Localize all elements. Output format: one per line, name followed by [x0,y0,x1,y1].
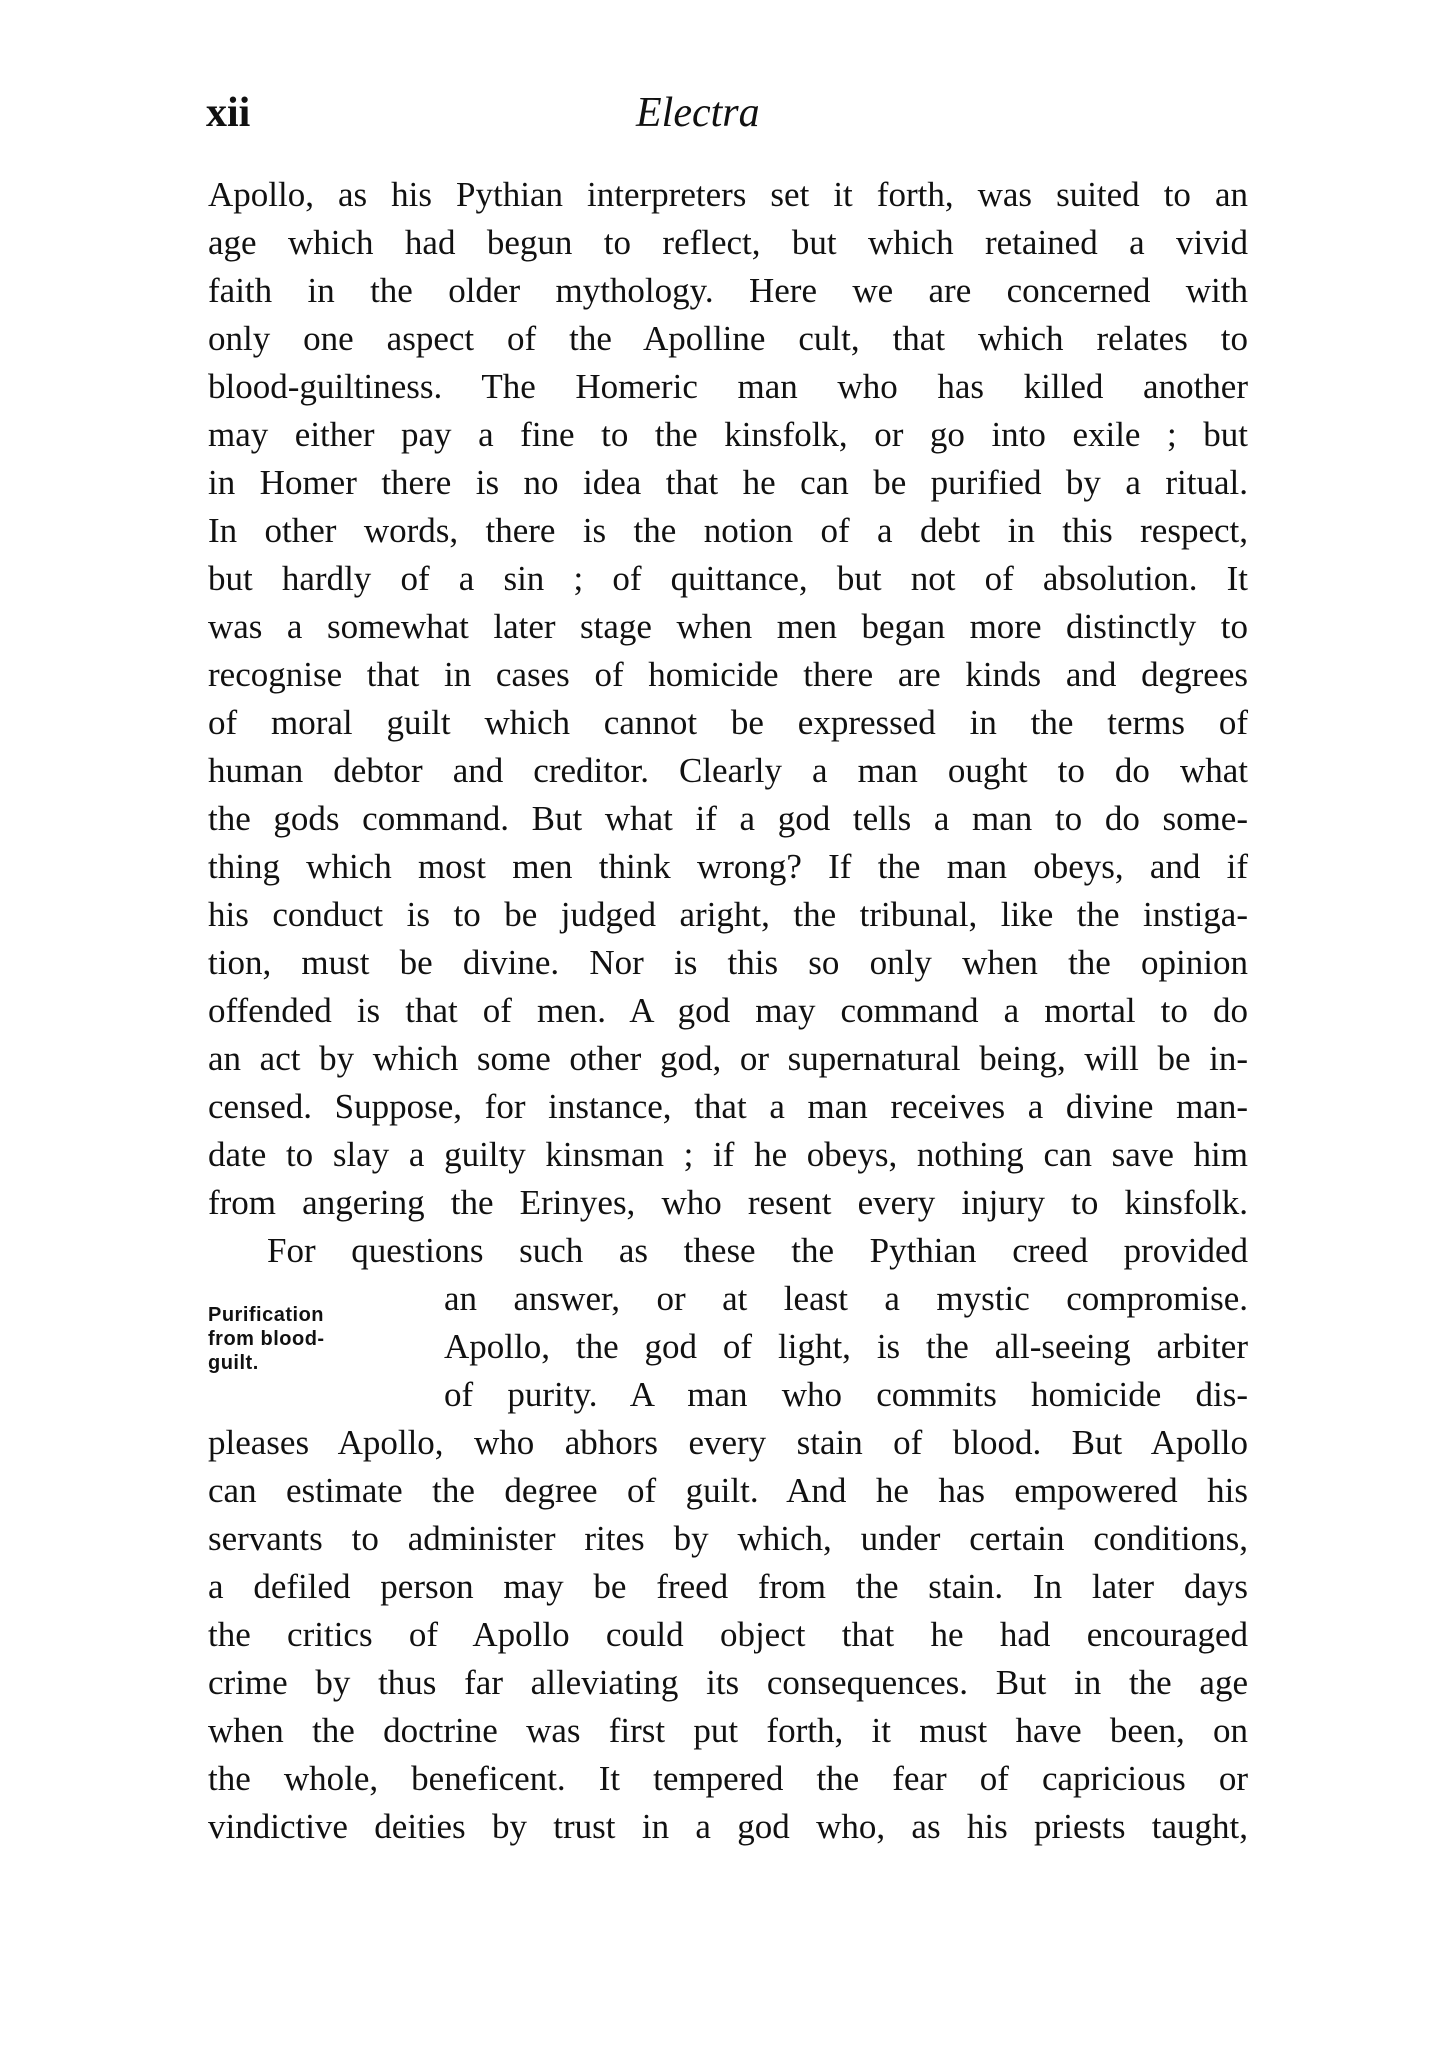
text-line: was a somewhat later stage when men began more distinctly to [208,607,1248,646]
text-line: censed. Suppose, for instance, that a man receives a divine man- [208,1087,1248,1126]
text-line: Apollo, the god of light, is the all-seeing arbiter [444,1327,1248,1366]
text-line: Apollo, as his Pythian interpreters set it forth, was suited to an [208,175,1248,214]
text-line: in Homer there is no idea that he can be purified by a ritual. [208,463,1248,502]
page-number: xii [206,90,251,136]
text-line: the gods command. But what if a god tells a man to do some- [208,799,1248,838]
running-title: Electra [636,90,760,136]
text-line: date to slay a guilty kinsman ; if he obeys, nothing can save him [208,1135,1248,1174]
text-line: the whole, beneficent. It tempered the fear of capricious or [208,1759,1248,1798]
text-line: age which had begun to reflect, but which retained a vivid [208,223,1248,262]
text-line: tion, must be divine. Nor is this so only when the opinion [208,943,1248,982]
text-line: In other words, there is the notion of a debt in this respect, [208,511,1248,550]
text-line: can estimate the degree of guilt. And he has empowered his [208,1471,1248,1510]
text-line: offended is that of men. A god may command a mortal to do [208,991,1248,1030]
text-line: from angering the Erinyes, who resent every injury to kinsfolk. [208,1183,1248,1222]
text-line: pleases Apollo, who abhors every stain of blood. But Apollo [208,1423,1248,1462]
text-line: servants to administer rites by which, under certain conditions, [208,1519,1248,1558]
text-line: when the doctrine was first put forth, it must have been, on [208,1711,1248,1750]
text-line: crime by thus far alleviating its consequences. But in the age [208,1663,1248,1702]
text-line: vindictive deities by trust in a god who, as his priests taught, [208,1807,1248,1846]
text-line: may either pay a fine to the kinsfolk, or go into exile ; but [208,415,1248,454]
text-line: an act by which some other god, or supernatural being, will be in- [208,1039,1248,1078]
text-line: but hardly of a sin ; of quittance, but not of absolution. It [208,559,1248,598]
text-line: only one aspect of the Apolline cult, that which relates to [208,319,1248,358]
text-line: of moral guilt which cannot be expressed in the terms of [208,703,1248,742]
text-line: recognise that in cases of homicide there are kinds and degrees [208,655,1248,694]
text-line: the critics of Apollo could object that he had encouraged [208,1615,1248,1654]
text-line: of purity. A man who commits homicide dis- [444,1375,1248,1414]
text-line: thing which most men think wrong? If the man obeys, and if [208,847,1248,886]
text-line: an answer, or at least a mystic compromise. [444,1279,1248,1318]
text-line: faith in the older mythology. Here we are concerned with [208,271,1248,310]
margin-note: Purification from blood- guilt. [208,1304,325,1374]
text-line: For questions such as these the Pythian creed provided [267,1231,1248,1270]
text-line: human debtor and creditor. Clearly a man ought to do what [208,751,1248,790]
text-line: his conduct is to be judged aright, the tribunal, like the instiga- [208,895,1248,934]
text-line: a defiled person may be freed from the stain. In later days [208,1567,1248,1606]
text-line: blood-guiltiness. The Homeric man who has killed another [208,367,1248,406]
